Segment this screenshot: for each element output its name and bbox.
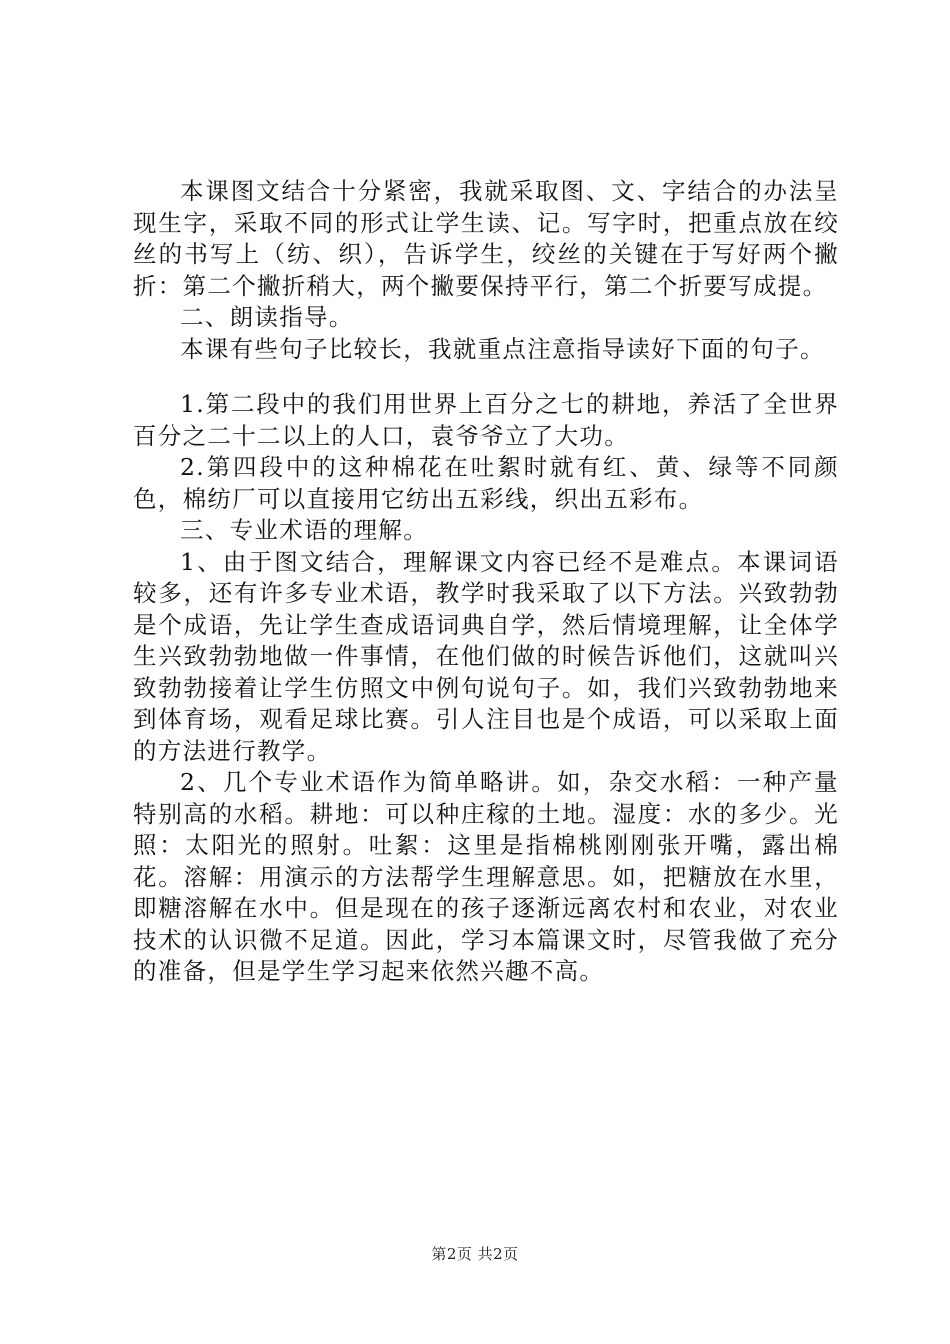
section-heading-terms: 三、专业术语的理解。 (180, 516, 428, 544)
paragraph-writing-method: 本课图文结合十分紧密，我就采取图、文、字结合的办法呈现生字，采取不同的形式让学生读、记。写字时，把重点放在绞丝的书写上（纺、织），告诉学生，绞丝的关键在于写好两个撇折：第二个撇折稍大，两个撇要保持平行，第二个折要写成提。 (133, 177, 839, 300)
section-heading-reading: 二、朗读指导。 (180, 303, 354, 331)
document-body (133, 176, 839, 988)
paragraph-terms-2: 2、几个专业术语作为简单略讲。如，杂交水稻：一种产量特别高的水稻。耕地：可以种庄稼的土地。湿度：水的多少。光照：太阳光的照射。吐絮：这里是指棉桃刚刚张开嘴，露出棉花。溶解：用演示的方法帮学生理解意思。如，把糖放在水里，即糖溶解在水中。但是现在的孩子逐渐远离农村和农业，对农业技术的认识微不足道。因此，学习本篇课文时，尽管我做了充分的准备，但是学生学习起来依然兴趣不高。 (133, 768, 839, 985)
paragraph-reading-intro: 本课有些句子比较长，我就重点注意指导读好下面的句子。 (180, 334, 825, 363)
paragraph-sentence-2: 2.第四段中的这种棉花在吐絮时就有红、黄、绿等不同颜色，棉纺厂可以直接用它纺出五彩线，织出五彩布。 (133, 453, 839, 513)
paragraph-spacer (133, 365, 839, 389)
page-number-footer: 第2页 共2页 (431, 1245, 519, 1263)
paragraph-sentence-1: 1.第二段中的我们用世界上百分之七的耕地，养活了全世界百分之二十二以上的人口，袁爷爷立了大功。 (133, 390, 839, 450)
paragraph-terms-1: 1、由于图文结合，理解课文内容已经不是难点。本课词语较多，还有许多专业术语，教学时我采取了以下方法。兴致勃勃是个成语，先让学生查成语词典自学，然后情境理解，让全体学生兴致勃勃地做一件事情，在他们做的时候告诉他们，这就叫兴致勃勃接着让学生仿照文中例句说句子。如，我们兴致勃勃地来到体育场，观看足球比赛。引人注目也是个成语，可以采取上面的方法进行教学。 (133, 547, 839, 765)
